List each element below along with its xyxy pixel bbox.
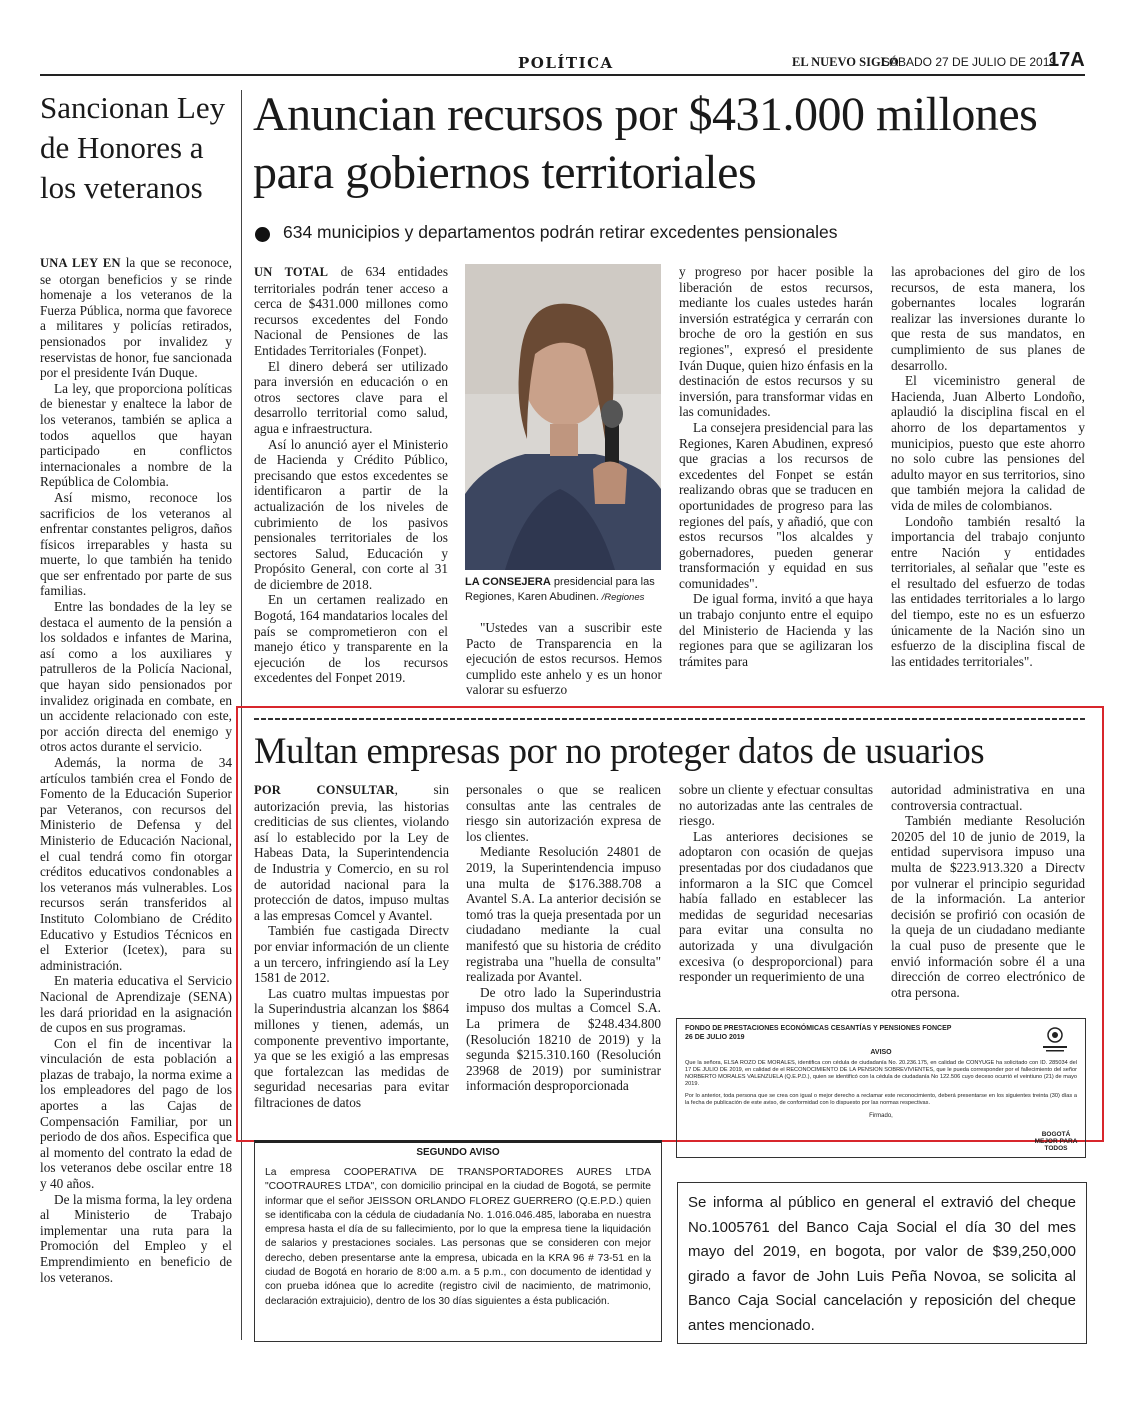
foncep-title: FONDO DE PRESTACIONES ECONÓMICAS CESANTÍAS Y PENSIONES FONCEP [685,1025,952,1032]
paragraph-text: Las anteriores decisiones se adoptaron con ocasión de quejas presentadas por dos ciudadanos que informaron a la SIC que Comcel había fallado en establecer las medidas de seguridad necesarias para evitar una consulta no autorizada y una divulgación excesiva (o desproporcional) para responder un requerimiento de una [679,828,873,985]
paragraph [466,985,661,1094]
page-header [0,0,1125,80]
segundo-aviso-text: La empresa COOPERATIVA DE TRANSPORTADORES AURES LTDA "COOTRAURES LTDA", con domicilio principal en la ciudad de Bogotá, se permite informar que el señor JEISSON ORLANDO FLOREZ GUERRERO (Q.E.P.D.) quien se identificaba con la cédula de ciudadanía No. 1.016.046.485, laboraba en nuestra empresa hasta el día de su fallecimiento, por lo que la empresa tiene la liquidación de salarios y prestaciones sociales. Las personas que se consideren con mejor derecho, deben presentarse ante la empresa, ubicada en la KRA 96 # 73-51 en la ciudad de Bogotá en horario de 8:00 a.m. a 5 p.m., con documento de identidad y con prueba idónea que lo acredite (registro civil de nacimiento, de matrimonio, declaración extrajuicio), dentro de los 30 días siguientes a ésta publicación. [265,1167,651,1307]
second-headline: Multan empresas por no proteger datos de usuarios [254,730,985,771]
paragraph [254,782,449,923]
paragraph-text: En materia educativa el Servicio Nacional de Aprendizaje (SENA) les dará prioridad en la asignación de cupos en sus programas. [40,973,232,1036]
sidebar-headline: Sancionan Ley de Honores a los veteranos [40,90,226,205]
header-rule [40,74,1085,76]
paragraph [40,973,232,1035]
second-col-1 [254,782,449,1126]
paragraph [254,359,448,437]
paragraph [40,490,232,599]
paragraph-text: En un certamen realizado en Bogotá, 164 mandatarios locales del país se comprometieron con el manejo ético y transparente en la ejecución de los recursos excedentes del Fonpet 2019. [254,592,448,686]
paragraph [679,591,873,669]
paragraph [40,1036,232,1192]
paragraph-text: las aprobaciones del giro de los recursos, de esta manera, los gobernantes locales lograrán realizar las inversiones durante lo que resta de sus mandatos, en cumplimiento de sus planes de desarrollo. [891,264,1085,373]
foncep-notice [676,1018,1086,1158]
main-col-2 [466,620,662,704]
foncep-body: Que la señora, ELSA ROZO DE MORALES, identifica con cédula de ciudadanía No. 20.236.175, en calidad de CONYUGE ha solicitado con ID. 285034 del 17 DE JULIO DE 2019, en calidad de el RECONOCIMIENTO DE LA PENSION SOBREVIVIENTES, que le pueda corresponder por el fallecimiento del señor NORBERTO MORALES VALENZUELA (Q.E.P.D.), quien se identificó con la cédula de ciudadanía No 122.506 cuyo deceso ocurrió el veintiuno (21) de mayo 2019. [685,1060,1077,1087]
second-col-3 [679,782,873,1002]
caption-credit: /Regiones [598,592,645,603]
paragraph [891,514,1085,670]
sidebar-body [40,255,232,1345]
paragraph [254,986,449,1111]
paragraph-text: Así mismo, reconoce los sacrificios de los veteranos al enfrentar constantes peligros, daños físicos irreparables y hasta su muerte, lo que también ha tenido que ser enfrentado por parte de sus familias. [40,489,232,599]
paragraph-text: personales o que se realicen consultas ante las centrales de riesgo sin autorización expresa de los clientes. [466,782,661,844]
paragraph-text: Londoño también resaltó la importancia del trabajo conjunto entre Nación y entidades territoriales, al señalar que "este es el resultado del esfuerzo de todas las entidades territoriales a lo largo del tiempo, este no es un esfuerzo únicamente de la Nación sino un esfuerzo de la disciplina fiscal de las entidades territoriales". [891,513,1085,669]
main-headline: Anuncian recursos por $431.000 millones para gobiernos territoriales [253,88,1038,199]
consejera-photo [465,264,661,570]
lead-in: UNA LEY EN [40,256,121,270]
paragraph-text: Así lo anunció ayer el Ministerio de Hacienda y Crédito Público, precisando que estos excedentes se identificaron a partir de la actualización de los niveles de cubrimiento de los pasivos pensionales territoriales de los sectores Salud, Educación y Propósito General, con corte al 31 de diciembre de 2018. [254,436,448,592]
paragraph-text: y progreso por hacer posible la liberación de estos recursos, mediante los cuales ustedes harán inversión estratégica y cerrarán con broche de oro la gestión en sus regiones", expresó el presidente Iván Duque, quien hizo énfasis en la destinación de estos recursos y su inversión, para transformar vidas en las comunidades. [679,264,873,420]
paragraph-text: También fue castigada Directv por enviar información de un cliente a un tercero, infringiendo así la Ley 1581 de 2012. [254,923,449,986]
foncep-firmado: Firmado, [869,1113,893,1119]
paragraph-text: de 634 entidades territoriales podrán tener acceso a cerca de $431.000 millones como recursos excedentes del Fondo Nacional de Pensiones de las Entidades Territoriales (Fonpet). [254,264,448,358]
segundo-aviso [254,1140,662,1342]
paragraph-text: Entre las bondades de la ley se destaca el aumento de la pensión a los soldados e infantes de Marina, así como a los auxiliares y patrulleros de la Policía Nacional, que hayan sido pensionados por invalidez originada en combate, en un accidente relacionado con este, por acción directa del enemigo y otros actos durante el servicio. [40,599,232,755]
paragraph [40,599,232,755]
paragraph [254,264,448,359]
paragraph-text: El viceministro general de Hacienda, Juan Alberto Londoño, aplaudió la disciplina fiscal en el ahorro de los departamentos y municipios, puesto que este ahorro no solo cubre las pensiones del adulto mayor en sus territorios, sino que también mejora la calidad de vida de miles de colombianos. [891,373,1085,513]
paper-name: EL NUEVO SIGLO [792,55,899,69]
paragraph-text: De la misma forma, la ley ordena al Ministerio de Trabajo implementar una ruta para la Promoción del Empleo y el Emprendimiento en beneficio de los veteranos. [40,1191,232,1285]
segundo-aviso-title: SEGUNDO AVISO [416,1147,500,1158]
main-subhead: 634 municipios y departamentos podrán retirar excedentes pensionales [283,222,838,242]
second-col-4 [891,782,1085,1002]
paragraph [466,620,662,698]
page-date: SÁBADO 27 DE JULIO DE 2019 [882,55,1057,69]
paragraph [466,844,661,984]
main-col-3 [679,264,873,704]
foncep-logo: BOGOTÁ MEJOR PARA TODOS [1034,1131,1078,1152]
photo-caption [465,575,663,605]
paragraph [40,755,232,973]
paragraph [466,782,661,844]
caption-text: presidencial para las Regiones, Karen Abudinen. [465,576,655,603]
section-label: POLÍTICA [518,54,614,72]
paragraph [254,437,448,593]
paragraph-text: La ley, que proporciona políticas de bienestar y enaltece la labor de los veteranos, también se aplica a todos aquellos que hayan participado en conflictos internacionales a nombre de la República de Colombia. [40,380,232,490]
paragraph-text: La consejera presidencial para las Regiones, Karen Abudinen, expresó que gracias a los recursos de excedentes del Fonpet se están realizando obras que se traducen en oportunidades de progreso para las regiones del país, y añadió, que con estos recursos "los alcaldes y gobernadores, pueden generar transformación y equidad en sus comunidades". [679,419,873,591]
paragraph-text: Además, la norma de 34 artículos también crea el Fondo de Fomento de la Educación Superior par Veteranos, con recursos del Ministerio de Defensa y del Ministerio de Educación Nacional, el cual tendrá como fin otorgar créditos educativos condonables a los veteranos más vulnerables. Los recursos serán transferidos al Instituto Colombiano de Crédito Educativo y Estudios Técnicos en el Exterior (Icetex), para su administración. [40,755,232,973]
paragraph-text: Mediante Resolución 24801 de 2019, la Superintendencia impuso una multa de $176.388.708 a Avantel S.A. La anterior decisión se tomó tras la queja presentada por un ciudadano mediante la cual manifestó que su historia de crédito registraba una "huella de consulta" realizada por Avantel. [466,844,661,985]
paragraph [891,813,1085,1000]
foncep-date: 26 DE JULIO 2019 [685,1034,745,1041]
paragraph [40,255,232,381]
paragraph [254,923,449,985]
caption-lead: LA CONSEJERA [465,576,551,588]
paragraph-text: "Ustedes van a suscribir este Pacto de Transparencia en la ejecución de estos recursos. Hemos cumplido este anhelo y es un honor valorar su esfuerzo [466,620,662,698]
paragraph-text: Las cuatro multas impuestas por la Superindustria alcanzan los $864 millones y tienen, además, un componente preventivo importante, ya que se les exigió a las empresas que fortalezcan las medidas de seguridad necesarias para evitar filtraciones de datos [254,985,449,1110]
paragraph [679,420,873,592]
cheque-notice [677,1182,1087,1344]
paragraph-text: Con el fin de incentivar la vinculación de esta población a plazas de trabajo, la norma exime a los empleadores del pago de los aportes a las Cajas de Compensación Familiar, por un periodo de dos años. Especifica que al momento del contrato la edad de los veteranos debe oscilar entre 18 y 40 años. [40,1035,232,1192]
paragraph [891,373,1085,513]
paragraph [891,782,1085,813]
paragraph-text: , sin autorización previa, las historias crediticias de sus clientes, violando así lo establecido por la Ley de Habeas Data, la Superintendencia de Industria y Comercio, en su rol de autoridad nacional para la protección de datos, impuso multas a las empresas Comcel y Avantel. [254,782,449,923]
paragraph-text: También mediante Resolución 20205 del 10 de junio de 2019, la entidad supervisora impuso una multa de $223.913.320 a Directv por vulnerar el principio seguridad de la información. La anterior decisión se profirió con ocasión de la queja de un ciudadano mediante la cual puso de presente que le envió información sobre él a una dirección de correo electrónico de otra persona. [891,813,1085,1000]
subhead-bullet-icon [255,227,270,242]
story-divider [254,718,1086,720]
second-col-2 [466,782,661,1126]
paragraph-text: De otro lado la Superindustria impuso dos multas a Comcel S.A. La primera de $248.434.800 (Resolución 18210 de 2019) y la segunda $215.310.160 (Resolución 23968 de 2019) por suministrar información desproporcionada [466,984,661,1094]
paragraph [679,782,873,829]
paragraph-text: autoridad administrativa en una controversia contractual. [891,782,1085,813]
lead-in: POR CONSULTAR [254,783,395,797]
paragraph [40,381,232,490]
paragraph-text: El dinero deberá ser utilizado para inversión en educación o en otros sectores clave para el desarrollo territorial como salud, agua e infraestructura. [254,358,448,436]
foncep-body-2: Por lo anterior, toda persona que se crea con igual o mejor derecho a reclamar este reconocimiento, deberá presentarse en los siguientes treinta (30) días a la fecha de publicación de este aviso, de conformidad con lo dispuesto por las normas respectivas. [685,1093,1077,1106]
page-number: 17A [1048,49,1085,71]
paragraph-text: De igual forma, invitó a que haya un trabajo conjunto entre el equipo del Ministerio de Hacienda y las regiones para que se agilizaran los trámites para [679,591,873,669]
foncep-seal-icon [1037,1025,1073,1055]
paragraph-text: la que se reconoce, se otorgan beneficios y se rinde homenaje a los veteranos de la Fuerza Pública, norma que favorece a militares y policías retirados, pensionados por invalidez y reservistas de honor, fue sancionada por el presidente Iván Duque. [40,255,232,381]
paragraph [679,829,873,985]
paragraph [679,264,873,420]
foncep-aviso: AVISO [870,1049,892,1056]
paragraph [891,264,1085,373]
lead-in: UN TOTAL [254,265,329,279]
paragraph [254,592,448,686]
paragraph [40,1192,232,1286]
main-col-1 [254,264,448,704]
main-col-4 [891,264,1085,704]
paragraph-text: sobre un cliente y efectuar consultas no autorizadas ante las centrales de riesgo. [679,782,873,829]
cheque-text: Se informa al público en general el extravió del cheque No.1005761 del Banco Caja Social el día 30 del mes mayo del 2019, en bogota, por valor de $39,250,000 girado a favor de John Luis Peña Novoa, se solicita al Banco Caja Social cancelación y reposición del cheque antes mencionado. [688,1194,1076,1334]
